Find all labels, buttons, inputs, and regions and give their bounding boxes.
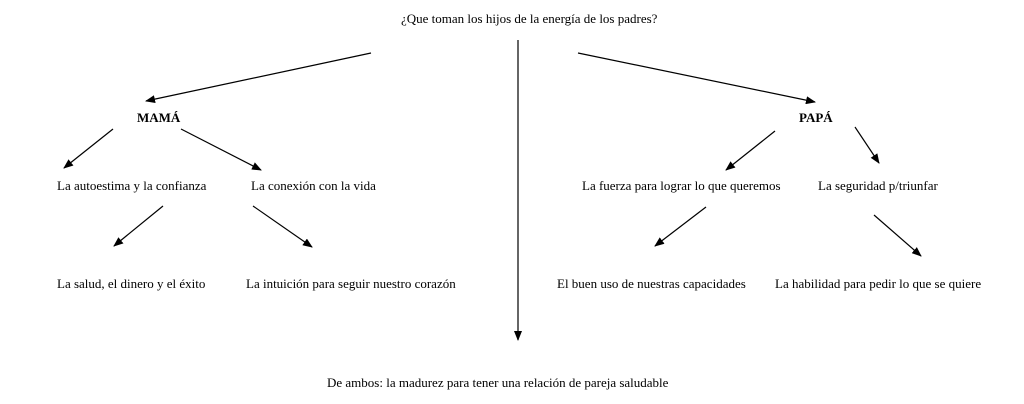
both-parents-result: De ambos: la madurez para tener una relación de pareja saludable — [327, 375, 669, 390]
papa-gift-fuerza: La fuerza para lograr lo que queremos — [582, 178, 781, 193]
arrow-conexion-to-intuicion — [253, 206, 312, 247]
mama-result-salud: La salud, el dinero y el éxito — [57, 276, 206, 291]
papa-gift-seguridad: La seguridad p/triunfar — [818, 178, 938, 193]
papa-result-habilidad: La habilidad para pedir lo que se quiere — [775, 276, 982, 291]
mama-gift-conexion: La conexión con la vida — [251, 178, 376, 193]
question-title: ¿Que toman los hijos de la energía de los padres? — [401, 11, 658, 26]
arrow-seguridad-to-habilidad — [874, 215, 921, 256]
arrow-question-to-papa — [578, 53, 815, 102]
mama-result-intuicion: La intuición para seguir nuestro corazón — [246, 276, 456, 291]
arrow-mama-to-autoestima — [64, 129, 113, 168]
papa-result-buen-uso: El buen uso de nuestras capacidades — [557, 276, 746, 291]
arrow-question-to-mama — [146, 53, 371, 101]
arrow-papa-to-seguridad — [855, 127, 879, 163]
papa-heading: PAPÁ — [799, 110, 833, 125]
arrow-papa-to-fuerza — [726, 131, 775, 170]
arrow-autoestima-to-salud — [114, 206, 163, 246]
arrow-mama-to-conexion — [181, 129, 261, 170]
mama-heading: MAMÁ — [137, 110, 181, 125]
mama-gift-autoestima: La autoestima y la confianza — [57, 178, 207, 193]
arrow-fuerza-to-buen-uso — [655, 207, 706, 246]
